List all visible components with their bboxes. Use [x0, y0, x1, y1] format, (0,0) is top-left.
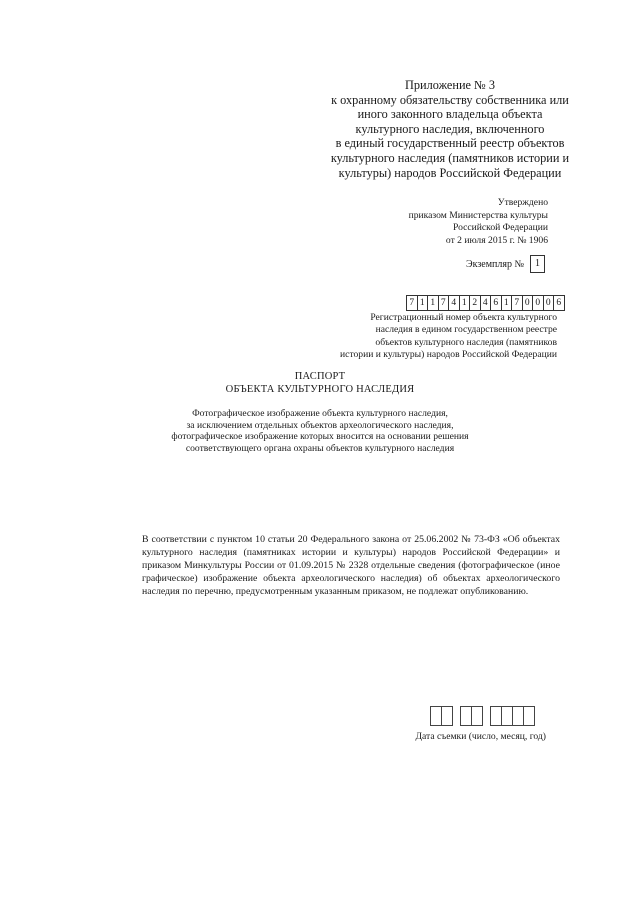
photo-note [150, 408, 490, 454]
registration-number [406, 295, 564, 311]
registration-digit: 0 [532, 295, 544, 311]
registration-digit: 6 [553, 295, 565, 311]
appendix-line: к охранному обязательству собственника или [331, 92, 569, 107]
registration-digit: 0 [543, 295, 555, 311]
registration-digit: 1 [501, 295, 513, 311]
photo-note-line: Фотографическое изображение объекта культурного наследия, [192, 408, 448, 419]
appendix-line: культурного наследия, включенного [355, 121, 545, 136]
legal-notice: В соответствии с пунктом 10 статьи 20 Федерального закона от 25.06.2002 № 73-ФЗ «Об объектах культурного наследия (памятниках истории и культуры) народов Российской Федерации» и приказом Минкультуры России от 01.09.2015 № 2328 отдельные сведения (фотографическое (иное графическое) изображение объекта археологического наследия) об объектах археологического наследия по перечню, предусмотренным указанным приказом, не подлежат опубликованию. [142, 534, 560, 597]
appendix-header [300, 78, 600, 180]
passport-title [200, 371, 440, 396]
appendix-line: культурного наследия (памятников истории и [330, 150, 570, 165]
registration-digit: 2 [469, 295, 481, 311]
appendix-line: Приложение № 3 [404, 78, 496, 92]
registration-digit: 7 [406, 295, 418, 311]
date-cell [471, 706, 483, 726]
registration-caption [300, 312, 557, 362]
date-month-boxes [460, 706, 482, 726]
registration-digit: 1 [417, 295, 429, 311]
approval-line: приказом Министерства культуры [408, 209, 548, 221]
registration-digit: 4 [480, 295, 492, 311]
registration-digit: 7 [511, 295, 523, 311]
photo-note-line: фотографическое изображение которых вносится на основании решения [171, 431, 469, 443]
approval-block [360, 197, 548, 247]
passport-title-line: ПАСПОРТ [294, 371, 346, 382]
copy-number-box: 1 [530, 255, 545, 273]
registration-digit: 0 [522, 295, 534, 311]
registration-digit: 1 [427, 295, 439, 311]
approval-line: Утверждено [497, 197, 548, 208]
appendix-line: иного законного владельца объекта [357, 107, 543, 122]
approval-line: Российской Федерации [453, 222, 548, 234]
registration-digit: 6 [490, 295, 502, 311]
registration-caption-line: истории и культуры) народов Российской Федерации [340, 349, 557, 361]
date-cell [441, 706, 453, 726]
date-year-boxes [490, 706, 534, 726]
date-boxes [430, 706, 534, 726]
registration-caption-line: объектов культурного наследия (памятников [375, 336, 557, 348]
approval-line: от 2 июля 2015 г. № 1906 [445, 234, 548, 246]
registration-digit: 4 [448, 295, 460, 311]
registration-caption-line: Регистрационный номер объекта культурного [370, 312, 557, 323]
date-day-boxes [430, 706, 452, 726]
passport-subtitle-line: ОБЪЕКТА КУЛЬТУРНОГО НАСЛЕДИЯ [225, 383, 415, 395]
registration-caption-line: наследия в едином государственном реестре [375, 324, 557, 336]
copy-label: Экземпляр № [466, 258, 525, 270]
date-caption: Дата съемки (число, месяц, год) [415, 731, 546, 742]
registration-digit: 7 [438, 295, 450, 311]
appendix-line: культуры) народов Российской Федерации [338, 165, 562, 180]
copy-number [466, 255, 545, 273]
photo-note-line: за исключением отдельных объектов археологического наследия, [186, 419, 454, 431]
date-cell [523, 706, 535, 726]
photo-note-line: соответствующего органа охраны объектов культурного наследия [185, 442, 455, 454]
registration-digit: 1 [459, 295, 471, 311]
appendix-line: в единый государственный реестр объектов [335, 136, 565, 151]
